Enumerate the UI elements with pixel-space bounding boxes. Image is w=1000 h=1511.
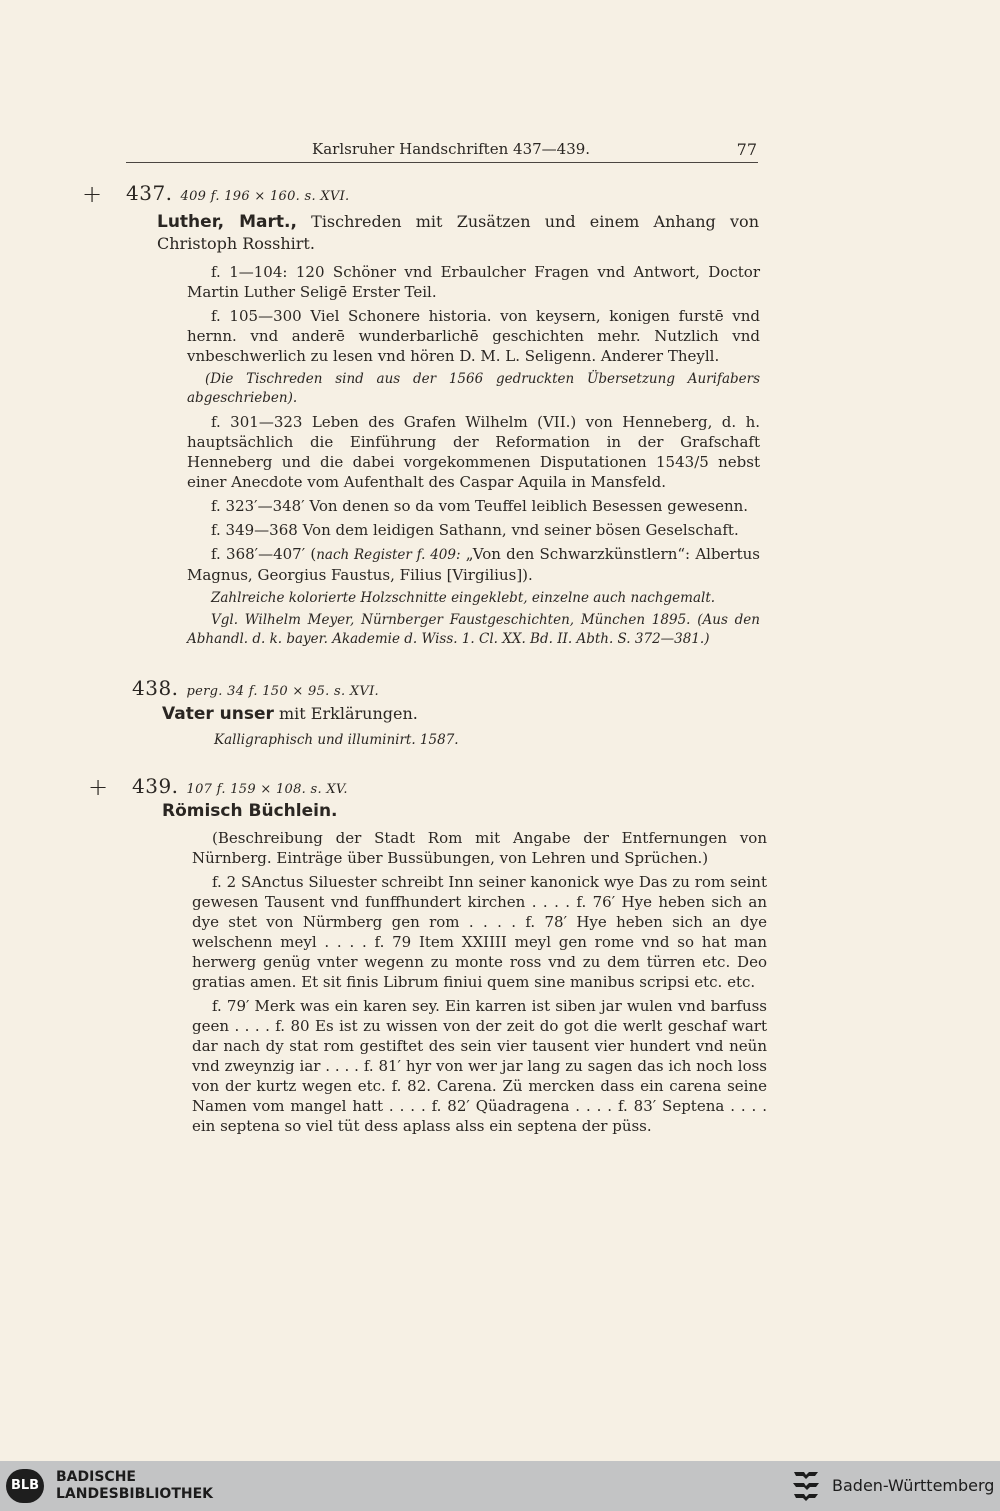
entry-437-marker: +	[82, 180, 103, 208]
entry-438-title	[162, 703, 758, 725]
entry-438-title-bold: Vater unser	[162, 704, 274, 724]
entry-437-title	[157, 211, 759, 254]
entry-439-marker: +	[88, 773, 109, 801]
entry-439-title	[162, 801, 758, 821]
entry-439-para-3: f. 79′ Merk was ein karen sey. Ein karren ist siben jar wulen vnd barfuss geen . . . . f. 80 Es ist zu wissen von der zeit do got die werlt geschaf wart dar nach dy stat rom gestiftet des sein vier tausent vier hundert vnd neün vnd zweynzig iar . . . . f. 81′ hyr von wer jar lang zu sagen das ich noch loss von der kurtz wegen etc. f. 82. Carena. Zü mercken dass ein carena seine Namen vom mangel hatt . . . . f. 82′ Qüadragena . . . . f. 83′ Septena . . . . ein septena so viel tüt dess aplass alss ein septena der püss.	[192, 997, 767, 1135]
running-head	[126, 138, 758, 163]
entry-437-body	[187, 262, 760, 649]
entry-439-body	[192, 828, 767, 1136]
page-number: 77	[736, 140, 757, 159]
entry-437-author: Luther, Mart.,	[157, 212, 297, 232]
entry-437-para-3: (Die Tischreden sind aus der 1566 gedruckten Übersetzung Aurifabers abgeschrieben).	[187, 371, 760, 406]
library-name[interactable]	[56, 1469, 213, 1503]
entry-437-para-7	[187, 544, 760, 585]
entry-437-meta: 409 f. 196 × 160. s. XVI.	[180, 189, 350, 204]
entry-437-para-5: f. 323′—348′ Von denen so da vom Teuffel leiblich Besessen gewesenn.	[211, 497, 749, 515]
entry-437-para-7c: „Von den Schwarzkünstlern“: Albertus Magnus, Georgius Faustus, Filius [Virgilius]).	[187, 545, 760, 584]
entry-439-meta: 107 f. 159 × 108. s. XV.	[186, 782, 348, 797]
entry-438-note: Kalligraphisch und illuminirt. 1587.	[214, 732, 459, 748]
entry-437-title-text: Tischreden mit Zusätzen und einem Anhang von Christoph Rosshirt.	[157, 212, 759, 253]
entry-437-para-1: f. 1—104: 120 Schöner vnd Erbaulcher Fragen vnd Antwort, Doctor Martin Luther Seligē Erster Teil.	[187, 263, 760, 301]
blb-logo[interactable]: BLB	[6, 1469, 44, 1503]
entry-437-header	[126, 181, 349, 205]
entry-438-meta: perg. 34 f. 150 × 95. s. XVI.	[186, 684, 379, 699]
entry-437-number: 437.	[126, 181, 173, 205]
library-name-line-2: LANDESBIBLIOTHEK	[56, 1486, 214, 1502]
entry-437-para-2: f. 105—300 Viel Schonere historia. von keysern, konigen furstē vnd hernn. vnd anderē wunderbarlichē geschichten mehr. Nutzlich vnd vnbeschwerlich zu lesen vnd hören D. M. L. Seligenn. Anderer Theyll.	[187, 307, 760, 365]
entry-438-title-text: mit Erklärungen.	[279, 704, 418, 723]
entry-439-number: 439.	[132, 774, 179, 798]
entry-439-header	[132, 774, 348, 798]
coat-of-arms-icon	[790, 1467, 824, 1505]
entry-437-para-4: f. 301—323 Leben des Grafen Wilhelm (VII.) von Henneberg, d. h. hauptsächlich die Einführung der Reformation in der Grafschaft Henneberg und die dabei vorgekommenen Disputationen 1543/5 nebst einer Anecdote vom Aufenthalt des Caspar Aquila in Mansfeld.	[187, 413, 760, 491]
entry-437-para-9: Vgl. Wilhelm Meyer, Nürnberger Faustgeschichten, München 1895. (Aus den Abhandl. d. k. bayer. Akademie d. Wiss. 1. Cl. XX. Bd. II. Abth. S. 372—381.)	[187, 612, 760, 647]
entry-439-title-bold: Römisch Büchlein.	[162, 801, 338, 821]
state-name[interactable]: Baden-Württemberg	[832, 1476, 995, 1495]
entry-438-number: 438.	[132, 676, 179, 700]
entry-437-para-6: f. 349—368 Von dem leidigen Sathann, vnd seiner bösen Geselschaft.	[211, 521, 739, 539]
entry-437-para-8: Zahlreiche kolorierte Holzschnitte eingeklebt, einzelne auch nachgemalt.	[211, 590, 716, 606]
entry-437-para-7b: nach Register f. 409:	[316, 547, 461, 563]
running-title: Karlsruher Handschriften 437—439.	[312, 140, 591, 158]
library-name-line-1: BADISCHE	[56, 1469, 136, 1485]
entry-438-header	[132, 676, 379, 700]
entry-439-para-1: (Beschreibung der Stadt Rom mit Angabe der Entfernungen von Nürnberg. Einträge über Bussübungen, von Lehren und Sprüchen.)	[192, 829, 767, 867]
footer-bar	[0, 1461, 1000, 1511]
entry-439-para-2: f. 2 SAnctus Siluester schreibt Inn seiner kanonick wye Das zu rom seint gewesen Tausent vnd funffhundert kirchen . . . . f. 76′ Hye heben sich an dye stet von Nürmberg gen rom . . . . f. 78′ Hye heben sich an dye welschenn meyl . . . . f. 79 Item XXIIII meyl gen rome vnd so hat man herwerg genüg vnter wegenn zu monte ross vnd zu dem türren etc. Deo gratias amen. Et sit finis Librum finiui quem sine manibus scripsi etc. etc.	[192, 873, 767, 991]
entry-437-para-7a: f. 368′—407′ (	[211, 545, 317, 563]
